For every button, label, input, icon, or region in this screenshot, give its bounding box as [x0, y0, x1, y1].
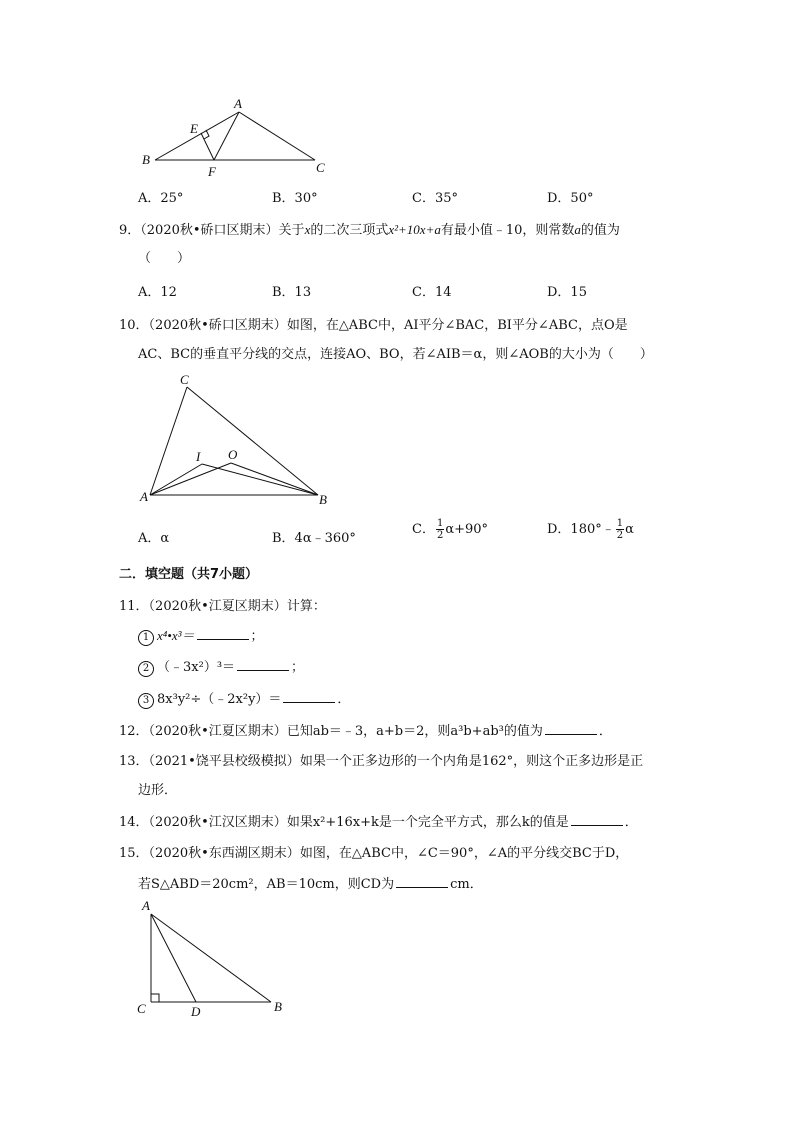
q8-option-d: D．50° [547, 191, 594, 206]
answer-blank[interactable] [283, 690, 335, 703]
q11-item-3-end: ． [337, 692, 351, 707]
triangle-abc-figure [135, 96, 335, 180]
question-13-line2: 边形． [138, 783, 178, 798]
q15-line2-end: cm． [450, 877, 483, 892]
q14-number: 14． [119, 815, 149, 830]
q11-number: 11． [119, 599, 149, 614]
question-9-line1 [119, 219, 620, 238]
label-a: A [140, 489, 148, 504]
segment-ao [150, 463, 231, 495]
q8-option-b: B．30° [272, 191, 318, 206]
question-13-line1 [119, 750, 643, 769]
q12-text: 已知ab＝﹣3，a+b＝2，则a³b+ab³的值为 [286, 724, 543, 739]
right-angle-mark [151, 994, 159, 1002]
q9-number: 9． [119, 223, 141, 238]
label-b: B [274, 999, 282, 1014]
label-b: B [319, 492, 327, 507]
answer-blank[interactable] [237, 658, 289, 671]
q10-line1-text: 如图，在△ABC中，AI平分∠BAC，BI平分∠ABC，点O是 [286, 318, 628, 333]
q9-expression: x²+10x+a [388, 222, 441, 237]
question-15-line2 [138, 873, 483, 892]
label-d: D [191, 1004, 201, 1019]
q11-item-3 [138, 688, 350, 709]
segment-ai [150, 464, 202, 495]
segment-ab [151, 914, 271, 1002]
q11-item-2-end: ； [291, 660, 305, 675]
segment-ac [150, 387, 187, 495]
q11-item-1 [138, 625, 264, 646]
q9-var-a: a [574, 222, 581, 237]
q12-source: （2020秋•江夏区期末） [148, 724, 287, 739]
q10-option-c-prefix: C． [412, 522, 435, 537]
q15-number: 15． [119, 846, 149, 861]
question-11-line1 [119, 595, 326, 614]
answer-blank[interactable] [396, 875, 448, 888]
q9-answer-paren: （ ） [138, 251, 191, 266]
q11-source: （2020秋•江夏区期末） [148, 599, 287, 614]
q10-option-c [412, 518, 488, 541]
figure-q8 [135, 96, 335, 180]
q9-source: （2020秋•硚口区期末） [140, 223, 279, 238]
fraction-one-half [436, 518, 444, 541]
q9-var-x: x [304, 222, 311, 237]
q9-text-b: 的二次三项式 [310, 223, 389, 238]
section-heading-fill-in: 二．填空题（共7小题） [119, 567, 259, 582]
q9-text-c: 有最小值﹣10，则常数 [440, 223, 575, 238]
fraction-denominator: 2 [616, 530, 624, 541]
right-triangle-abc-figure [134, 896, 294, 1020]
q11-item-1-expr: x⁴•x³＝ [157, 628, 195, 643]
q11-item-3-expr: 8x³y²÷（﹣2x²y）＝ [157, 692, 282, 707]
label-c: C [316, 160, 325, 175]
fraction-denominator: 2 [436, 530, 444, 541]
q10-option-c-suffix: α+90° [445, 522, 489, 537]
q11-item-1-end: ； [250, 629, 264, 644]
answer-blank[interactable] [571, 813, 623, 826]
label-o: O [228, 447, 238, 462]
q14-end: ． [624, 815, 638, 830]
fraction-numerator: 1 [616, 518, 624, 529]
segment-ac [239, 112, 315, 160]
q15-source: （2020秋•东西湖区期末） [148, 846, 300, 861]
q11-item-2 [138, 656, 304, 677]
fraction-one-half [616, 518, 624, 541]
q10-number: 10． [119, 318, 149, 333]
question-14 [119, 811, 638, 830]
label-i: I [196, 449, 201, 464]
label-f: F [208, 164, 216, 179]
q13-line1-text: 如果一个正多边形的一个内角是162°，则这个正多边形是正 [299, 754, 644, 769]
q11-item-2-expr: （﹣3x²）³＝ [157, 660, 236, 675]
q9-text-d: 的值为 [580, 223, 620, 238]
figure-q10 [138, 370, 338, 510]
q9-option-d: D．15 [547, 285, 587, 300]
q10-option-d-suffix: α [625, 522, 634, 537]
q8-option-c: C．35° [412, 191, 458, 206]
segment-ad [151, 914, 196, 1002]
q15-line2-text: 若S△ABD＝20cm²，AB＝10cm，则CD为 [138, 877, 395, 892]
label-c: C [137, 1001, 146, 1016]
label-e: E [190, 121, 198, 136]
q9-text-a: 关于 [278, 223, 305, 238]
label-b: B [142, 152, 150, 167]
fraction-numerator: 1 [436, 518, 444, 529]
q10-option-a: A．α [138, 531, 170, 546]
question-10-line2: AC、BC的垂直平分线的交点，连接AO、BO，若∠AIB＝α，则∠AOB的大小为（ ） [138, 347, 653, 362]
q9-option-c: C．14 [412, 285, 452, 300]
q8-option-a: A．25° [138, 191, 184, 206]
figure-q15 [134, 896, 294, 1020]
q9-option-a: A．12 [138, 285, 177, 300]
segment-ib [202, 464, 318, 495]
question-10-line1 [119, 314, 628, 333]
triangle-abc-io-figure [138, 370, 338, 510]
q12-end: ． [598, 724, 612, 739]
answer-blank[interactable] [545, 722, 597, 735]
question-12 [119, 720, 612, 739]
q9-option-b: B．13 [272, 285, 312, 300]
q10-option-d [547, 518, 634, 541]
q12-number: 12． [119, 724, 149, 739]
q14-text: 如果x²+16x+k是一个完全平方式，那么k的值是 [286, 815, 569, 830]
q15-line1-text: 如图，在△ABC中，∠C＝90°，∠A的平分线交BC于D， [299, 846, 629, 861]
label-a: A [142, 898, 150, 913]
q10-source: （2020秋•硚口区期末） [148, 318, 287, 333]
segment-ob [231, 463, 318, 495]
segment-cb [187, 387, 318, 495]
circled-number-2: 2 [138, 661, 154, 677]
question-15-line1 [119, 842, 628, 861]
circled-number-1: 1 [138, 630, 154, 646]
q13-number: 13． [119, 754, 149, 769]
label-a: A [234, 96, 242, 111]
label-c: C [180, 372, 189, 387]
circled-number-3: 3 [138, 693, 154, 709]
q11-text: 计算： [286, 599, 326, 614]
q13-source: （2021•饶平县校级模拟） [148, 754, 300, 769]
q10-option-d-prefix: D．180°﹣ [547, 522, 615, 537]
answer-blank[interactable] [197, 627, 249, 640]
q14-source: （2020秋•江汉区期末） [148, 815, 287, 830]
q10-option-b: B．4α﹣360° [272, 531, 356, 546]
